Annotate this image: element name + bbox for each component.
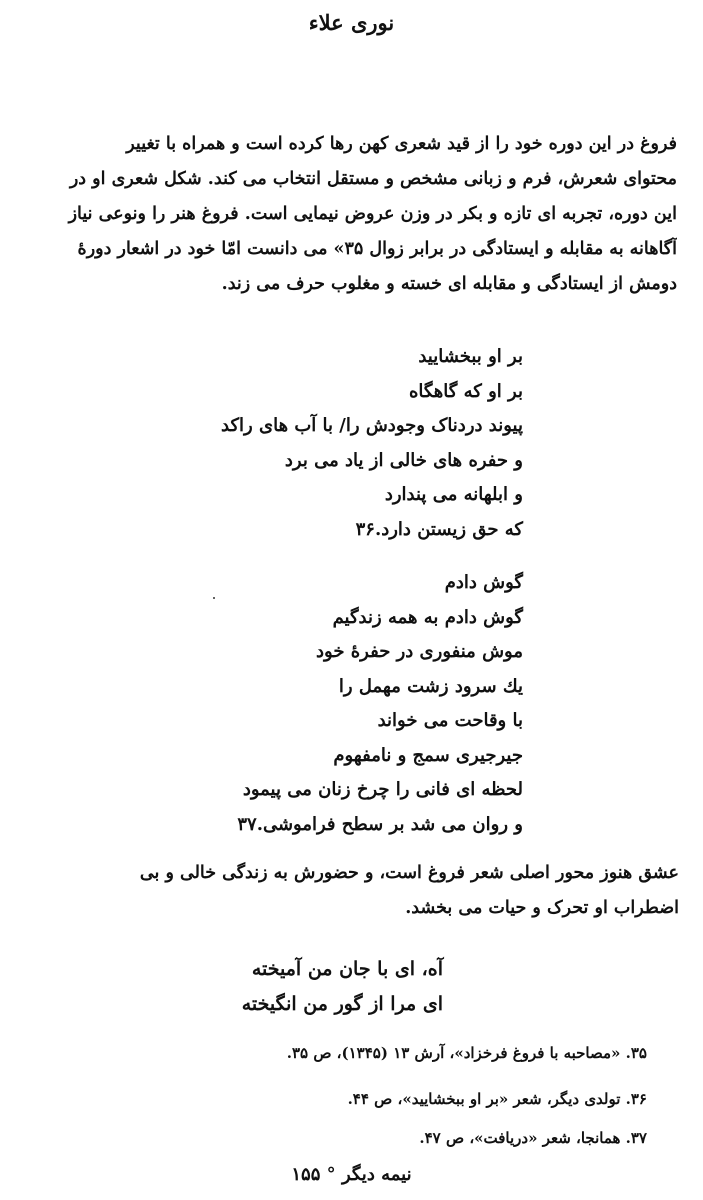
paragraph-love [24,856,679,926]
poem-line: ای مرا از گور من انگیخته [241,993,443,1015]
page-footer-number: نیمه دیگر ° ۱۵۵ [291,1164,412,1185]
poem-line: بر او که گاهگاه [408,380,523,402]
poem-line: جیرجیری سمج و نامفهوم [333,744,523,766]
poem-line: یك سرود زشت مهمل را [338,675,523,697]
poem-line: با وقاحت می خواند [377,710,523,731]
poem-line: گوش دادم [444,572,523,593]
poem-line: لحظه ای فانی را چرخ زنان می پیمود [242,779,523,800]
poem-line: بر او ببخشایید [418,346,523,367]
poem-line: آه، ای با جان من آمیخته [251,958,443,980]
poem-line: و ابلهانه می پندارد [384,484,523,505]
footnote-35: ۳۵. «مصاحبه با فروغ فرخزاد»، آرش ۱۳ (۱۳۴۵)، ص ۳۵. [286,1044,647,1062]
footnote-37: ۳۷. همانجا، شعر «دریافت»، ص ۴۷. [419,1129,647,1147]
poem-line: و روان می شد بر سطح فراموشی.۳۷ [237,813,523,835]
poem-i-listened [150,566,523,842]
paragraph-intro [26,127,677,302]
poem-line: گوش دادم به همه زندگیم [332,606,523,628]
poem-line: پیوند دردناک وجودش را/ با آب های راکد [221,415,523,436]
poem-line: که حق زیستن دارد.۳۶ [355,518,523,540]
text-line: دومش از ایستادگی و مقابله ای خسته و مغلوب حرف می زند. [221,274,677,294]
text-line: فروغ در این دوره خود را از قید شعری کهن رها کرده است و همراه با تغییر [126,134,677,154]
poem-line: و حفره های خالی از یاد می برد [284,449,523,471]
text-line: عشق هنوز محور اصلی شعر فروغ است، و حضورش به زندگی خالی و بی [139,863,679,883]
running-header-author: نوری علاء [308,10,395,35]
text-line: آگاهانه به مقابله و ایستادگی در برابر زوال ۳۵» می دانست امّا خود در اشعار دورهٔ [77,239,677,259]
text-line: محتوای شعرش، فرم و زبانی مشخص و مستقل انتخاب می کند. شکل شعری او در [69,169,677,189]
text-line: این دوره، تجربه ای تازه و بکر در وزن عروض نیمایی است. فروغ هنر را ونوعی نیاز [68,204,677,224]
footnote-36: ۳۶. تولدی دیگر، شعر «بر او ببخشایید»، ص ۴۴. [347,1090,647,1108]
poem-couplet [180,952,443,1022]
poem-line: موش منفوری در حفرهٔ خود [316,641,523,662]
text-line: اضطراب او تحرک و حیات می بخشد. [405,898,679,918]
poem-forgive-him [150,340,523,547]
